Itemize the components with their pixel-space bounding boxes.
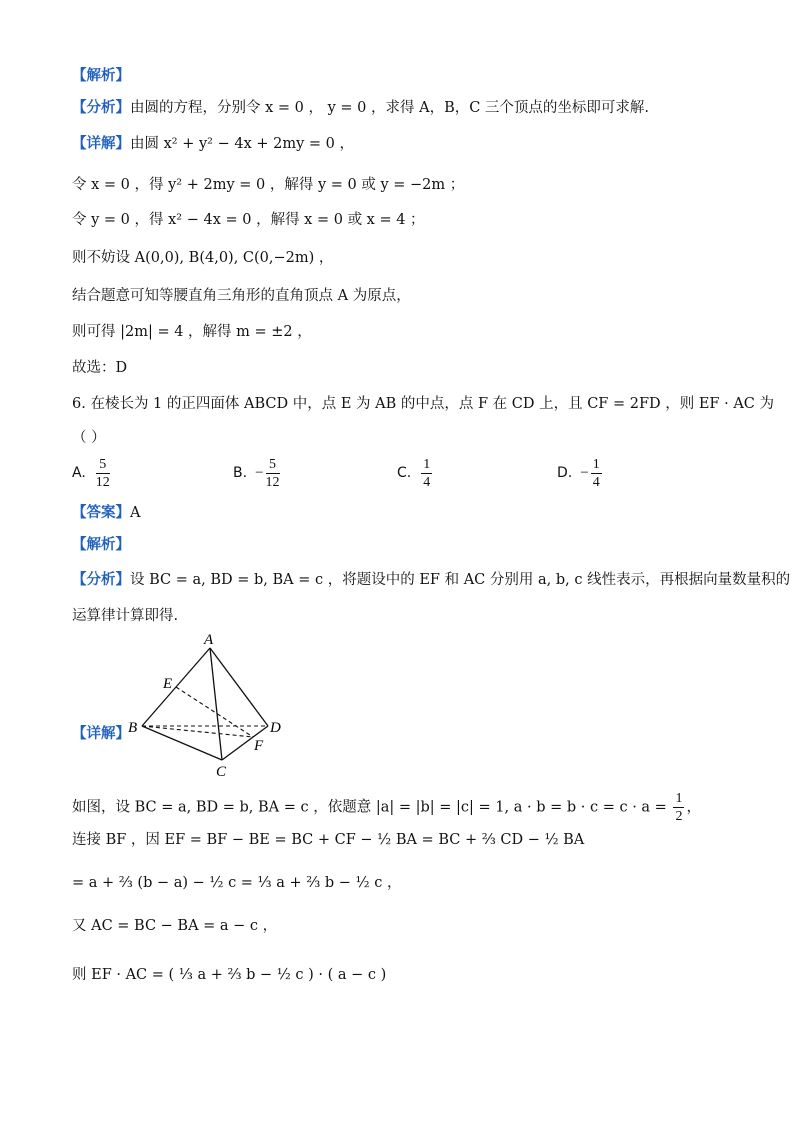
option-b: B. − $\frac{5}{12}$	[233, 457, 280, 490]
detail-line-1: 如图，设 BC = a, BD = b, BA = c ，依题意 |a| = |b| = |c| = 1, a · b = b · c = c · a = $\frac{1}{2}$ ，	[72, 791, 701, 824]
label-f: F	[254, 738, 264, 754]
label-c: C	[216, 764, 227, 780]
analysis-heading	[72, 66, 130, 86]
xiangjie-line	[72, 134, 354, 154]
q6-fenxi-line	[72, 570, 790, 590]
edge-bc	[142, 726, 222, 760]
jiexi-tag: 【解析】	[72, 68, 130, 84]
option-b-label: B.	[233, 464, 248, 481]
step-6: 故选：D	[72, 360, 128, 376]
step-2: 令 y = 0 ，得 x² − 4x = 0 ，解得 x = 0 或 x = 4 ；	[72, 212, 425, 228]
edge-ac	[210, 648, 222, 760]
q6-fenxi-line-2: 运算律计算即得.	[72, 608, 179, 624]
q6-jiexi-heading	[72, 535, 130, 555]
q6-fenxi-text: 设 BC = a, BD = b, BA = c ，将题设中的 EF 和 AC 分别用 a, b, c 线性表示，再根据向量数量积的	[130, 572, 791, 588]
tetrahedron-diagram	[120, 630, 300, 780]
step-5: 则可得 |2m| = 4 ，解得 m = ±2 ，	[72, 324, 312, 340]
option-b-value: $\frac{5}{12}$	[265, 457, 280, 490]
xiangjie-tag: 【详解】	[72, 136, 130, 152]
question-paren: （ ）	[72, 430, 106, 446]
detail-line-4: 又 AC = BC − BA = a − c ，	[72, 918, 278, 934]
option-d-label: D.	[557, 464, 573, 481]
label-d: D	[270, 720, 281, 736]
option-d: D. − $\frac{1}{4}$	[557, 457, 600, 490]
q6-xiangjie-heading	[72, 724, 130, 744]
step-4: 结合题意可知等腰直角三角形的直角顶点 A 为原点，	[72, 288, 411, 304]
option-a-label: A.	[72, 464, 86, 481]
q6-fenxi-tag: 【分析】	[72, 572, 130, 588]
fenxi-text: 由圆的方程，分别令 x = 0 ， y = 0 ，求得 A，B，C 三个顶点的坐标即可求解.	[130, 100, 650, 116]
segment-bf	[142, 726, 253, 737]
detail-line-5: 则 EF · AC = ( ⅓ a + ⅔ b − ½ c ) · ( a − c )	[72, 967, 387, 983]
option-a-value: $\frac{5}{12}$	[95, 457, 110, 490]
fenxi-line	[72, 98, 649, 118]
detail-line-2: 连接 BF ，因 EF = BF − BE = BC + CF − ½ BA = BC + ⅔ CD − ½ BA	[72, 832, 585, 848]
option-d-value: $\frac{1}{4}$	[592, 457, 600, 490]
answer-tag: 【答案】	[72, 505, 130, 521]
question-stem: 6. 在棱长为 1 的正四面体 ABCD 中，点 E 为 AB 的中点，点 F 在 CD 上，且 CF = 2FD ，则 EF · AC 为	[72, 396, 774, 412]
step-1: 令 x = 0 ，得 y² + 2my = 0 ，解得 y = 0 或 y = −2m ；	[72, 177, 465, 193]
label-b: B	[128, 720, 138, 736]
fenxi-tag: 【分析】	[72, 100, 130, 116]
detail-half-frac: $\frac{1}{2}$	[675, 791, 683, 824]
option-c-value: $\frac{1}{4}$	[423, 457, 431, 490]
step-3: 则不妨设 A(0,0), B(4,0), C(0,−2m) ，	[72, 250, 334, 266]
xiangjie-text: 由圆 x² + y² − 4x + 2my = 0 ，	[130, 136, 354, 152]
label-a: A	[204, 632, 214, 648]
answer-value: A	[130, 505, 141, 521]
label-e: E	[163, 676, 173, 692]
option-c	[397, 456, 434, 491]
answer-line	[72, 503, 140, 523]
q6-jiexi-tag: 【解析】	[72, 537, 130, 553]
option-a	[72, 456, 112, 491]
option-c-label: C.	[397, 464, 412, 481]
q6-xiangjie-tag: 【详解】	[72, 726, 130, 742]
detail-line-3: = a + ⅔ (b − a) − ½ c = ⅓ a + ⅔ b − ½ c ，	[72, 875, 402, 891]
